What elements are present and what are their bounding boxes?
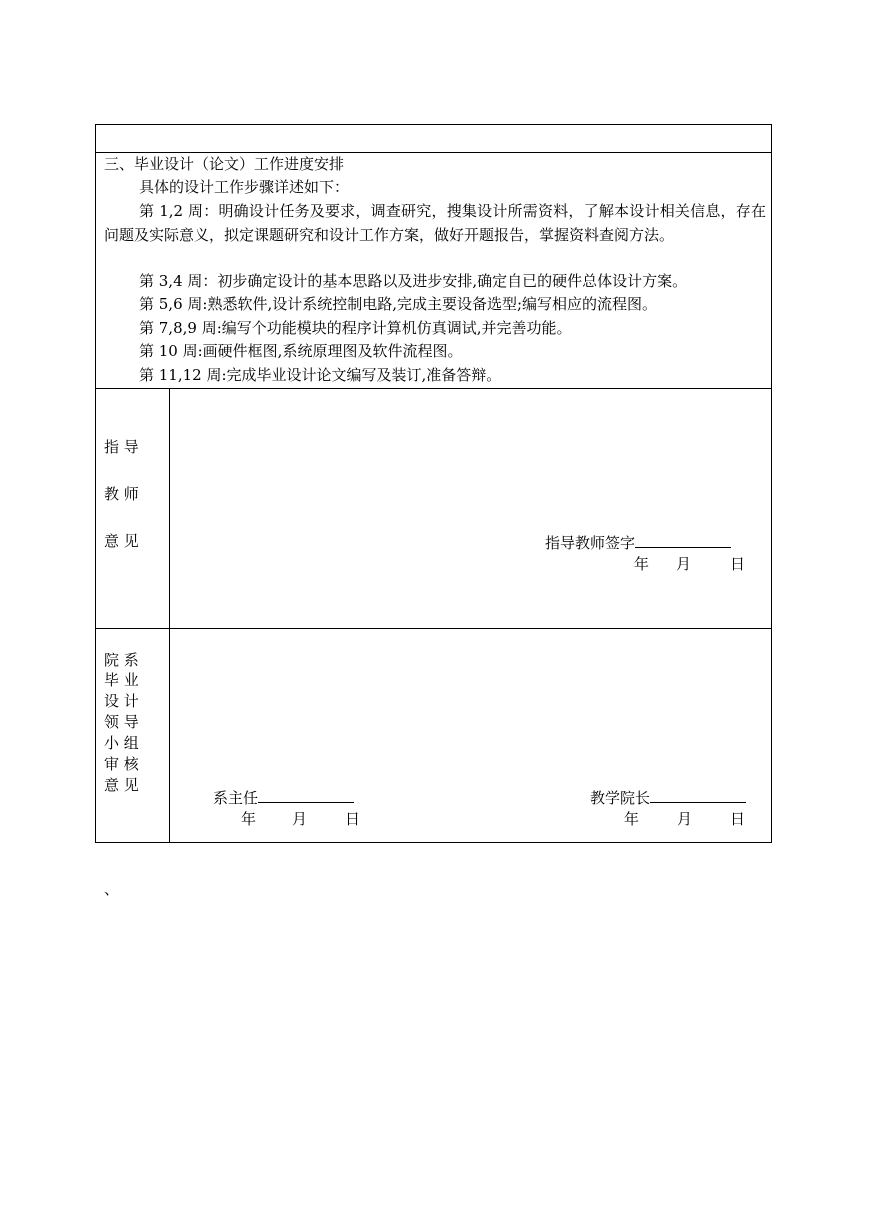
advisor-signature: [545, 531, 731, 553]
schedule-week-11-12: 第 11,12 周:完成毕业设计论文编写及装订,准备答辩。: [139, 366, 502, 384]
dean-date-day: 日: [730, 810, 746, 828]
row-divider: [96, 388, 771, 389]
dept-date-year: 年: [241, 810, 257, 828]
advisor-date-day: 日: [730, 555, 746, 573]
footer-mark: 、: [104, 880, 120, 898]
committee-label-line7: 意 见: [104, 776, 139, 794]
dept-date-month: 月: [292, 810, 308, 828]
advisor-label-line3: 意 见: [104, 532, 139, 550]
advisor-label-line2: 教 师: [104, 485, 139, 503]
committee-label-line3: 设 计: [104, 692, 139, 710]
column-divider: [169, 388, 170, 843]
dept-head-signature: [213, 786, 354, 808]
dean-signature-line[interactable]: [650, 786, 746, 803]
dean-label: 教学院长: [590, 789, 651, 807]
schedule-week-5-6: 第 5,6 周:熟悉软件,设计系统控制电路,完成主要设备选型;编写相应的流程图。: [139, 295, 658, 313]
dean-date-month: 月: [677, 810, 693, 828]
committee-label-line1: 院 系: [104, 651, 139, 669]
section-heading: 三、毕业设计（论文）工作进度安排: [104, 155, 345, 173]
advisor-signature-label: 指导教师签字: [545, 534, 636, 552]
schedule-week-1-2: 第 1,2 周：明确设计任务及要求，调查研究，搜集设计所需资料，了解本设计相关信息，存在问题及实际意义，拟定课题研究和设计工作方案，做好开题报告，掌握资料查阅方法。: [104, 202, 766, 244]
advisor-date-year: 年: [634, 555, 650, 573]
schedule-week-10: 第 10 周:画硬件框图,系统原理图及软件流程图。: [139, 342, 463, 360]
schedule-week-3-4: 第 3,4 周：初步确定设计的基本思路以及进步安排,确定自已的硬件总体设计方案。: [139, 272, 688, 290]
committee-label-line5: 小 组: [104, 734, 139, 752]
dean-date-year: 年: [624, 810, 640, 828]
advisor-signature-line[interactable]: [635, 531, 731, 548]
dept-head-label: 系主任: [213, 789, 259, 807]
dept-head-signature-line[interactable]: [258, 786, 354, 803]
form-table: [95, 124, 772, 843]
advisor-date-month: 月: [676, 555, 692, 573]
committee-label-line6: 审 核: [104, 755, 139, 773]
dept-date-day: 日: [345, 810, 361, 828]
committee-label-line4: 领 导: [104, 713, 139, 731]
advisor-label-line1: 指 导: [104, 438, 139, 456]
schedule-week-7-8-9: 第 7,8,9 周:编写个功能模块的程序计算机仿真调试,并完善功能。: [139, 319, 572, 337]
section-intro: 具体的设计工作步骤详述如下：: [139, 178, 350, 196]
row-divider: [96, 152, 771, 153]
committee-label-line2: 毕 业: [104, 671, 139, 689]
dean-signature: [590, 786, 746, 808]
row-divider: [96, 628, 771, 629]
